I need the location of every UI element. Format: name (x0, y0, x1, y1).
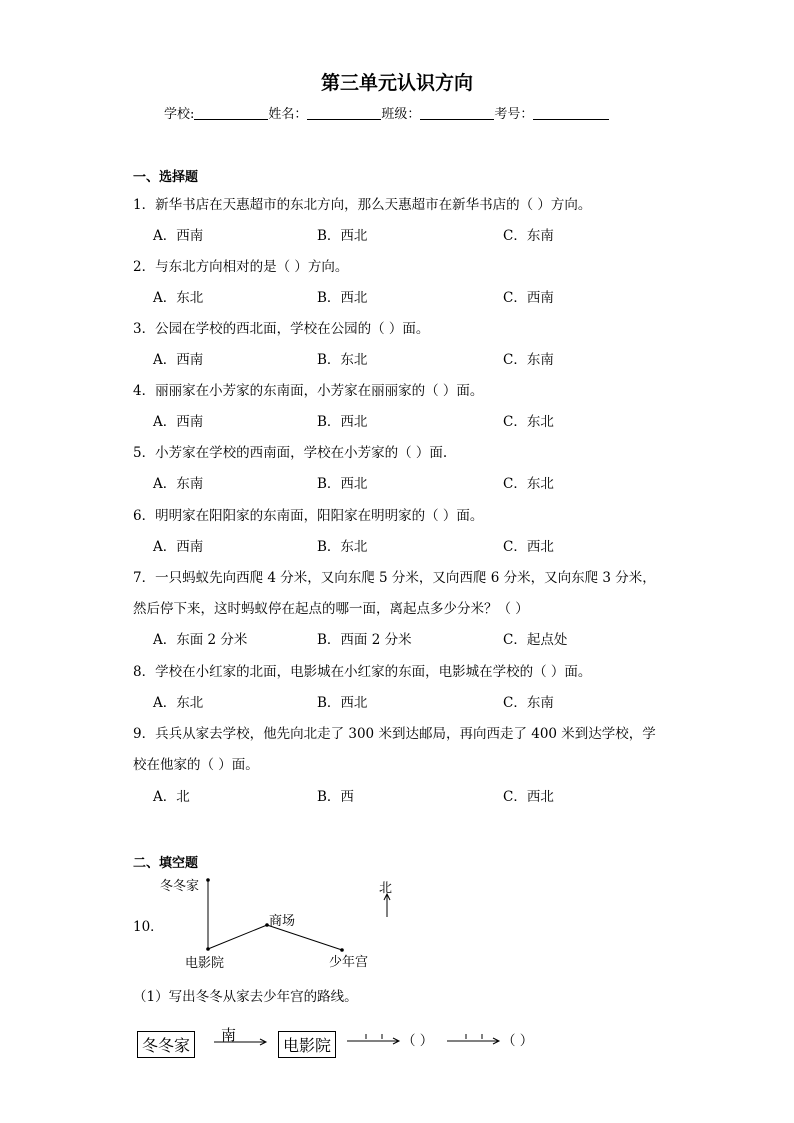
q7-option-c[interactable]: C．起点处 (503, 632, 568, 648)
q2-option-c[interactable]: C．西南 (503, 290, 554, 306)
q4-option-c[interactable]: C．东北 (503, 414, 554, 430)
label-youth-palace: 少年宫 (329, 955, 369, 970)
section-choice-title: 一、选择题 (133, 170, 199, 185)
question-10-number: 10． (133, 919, 164, 935)
label-dongdong-home: 冬冬家 (160, 879, 200, 894)
route-direction-label: 南 (221, 1026, 237, 1044)
route-start-box: 冬冬家 (137, 1031, 195, 1058)
q1-option-b[interactable]: B．西北 (317, 228, 368, 244)
label-mall: 商场 (269, 914, 296, 929)
question-3: 3．公园在学校的西北面，学校在公园的（ ）面。 (133, 321, 430, 337)
school-label: 学校: (164, 107, 195, 122)
exam-no-blank[interactable] (533, 119, 609, 120)
page-title: 第三单元认识方向 (320, 72, 473, 94)
point-cinema (206, 947, 210, 951)
route-arrow-2[interactable] (346, 1030, 402, 1046)
student-info-line (164, 103, 609, 122)
class-label: 班级： (381, 107, 421, 122)
label-cinema: 电影院 (185, 956, 225, 971)
q8-option-c[interactable]: C．东南 (503, 695, 554, 711)
q3-option-c[interactable]: C．东南 (503, 352, 554, 368)
question-10-sub1: （1）写出冬冬从家去少年宫的路线。 (133, 989, 358, 1005)
q3-option-a[interactable]: A．西南 (153, 352, 204, 368)
q3-option-b[interactable]: B．东北 (317, 352, 368, 368)
route-blank-1[interactable]: （ ） (402, 1033, 434, 1049)
route-arrow-3[interactable] (446, 1030, 502, 1046)
school-blank[interactable] (194, 119, 268, 120)
q4-option-a[interactable]: A．西南 (153, 414, 204, 430)
q7-option-b[interactable]: B．西面 2 分米 (317, 632, 412, 648)
q5-option-b[interactable]: B．西北 (317, 476, 368, 492)
q5-option-c[interactable]: C．东北 (503, 476, 554, 492)
class-blank[interactable] (420, 119, 494, 120)
q2-option-b[interactable]: B．西北 (317, 290, 368, 306)
question-9-cont: 校在他家的（ ）面。 (133, 757, 259, 773)
question-4: 4．丽丽家在小芳家的东南面，小芳家在丽丽家的（ ）面。 (133, 383, 484, 399)
question-9: 9．兵兵从家去学校，他先向北走了 300 米到达邮局，再向西走了 400 米到达学校，学 (133, 726, 656, 742)
q6-option-c[interactable]: C．西北 (503, 539, 554, 555)
route-arrow-1 (213, 1036, 269, 1048)
question-1: 1．新华书店在天惠超市的东北方向，那么天惠超市在新华书店的（ ）方向。 (133, 197, 592, 213)
point-dongdong-home (206, 878, 210, 882)
route-blank-2[interactable]: （ ） (502, 1033, 534, 1049)
route-mid-box: 电影院 (278, 1031, 336, 1058)
question-8: 8．学校在小红家的北面，电影城在小红家的东面，电影城在学校的（ ）面。 (133, 664, 592, 680)
q6-option-b[interactable]: B．东北 (317, 539, 368, 555)
q6-option-a[interactable]: A．西南 (153, 539, 204, 555)
question-2: 2．与东北方向相对的是（ ）方向。 (133, 259, 349, 275)
q2-option-a[interactable]: A．东北 (153, 290, 204, 306)
q8-option-a[interactable]: A．东北 (153, 695, 204, 711)
question-7-cont: 然后停下来，这时蚂蚁停在起点的哪一面，离起点多少分米？（ ） (133, 601, 529, 617)
q5-option-a[interactable]: A．东南 (153, 476, 204, 492)
q8-option-b[interactable]: B．西北 (317, 695, 368, 711)
exam-no-label: 考号： (494, 107, 534, 122)
section-fill-title: 二、填空题 (133, 856, 199, 871)
q9-option-c[interactable]: C．西北 (503, 789, 554, 805)
q1-option-c[interactable]: C．东南 (503, 228, 554, 244)
q7-option-a[interactable]: A．东面 2 分米 (153, 632, 248, 648)
q1-option-a[interactable]: A．西南 (153, 228, 204, 244)
label-north: 北 (379, 881, 393, 896)
name-blank[interactable] (307, 119, 381, 120)
q4-option-b[interactable]: B．西北 (317, 414, 368, 430)
question-7: 7．一只蚂蚁先向西爬 4 分米，又向东爬 5 分米，又向西爬 6 分米，又向东爬 3 分米， (133, 570, 656, 586)
question-5: 5．小芳家在学校的西南面，学校在小芳家的（ ）面. (133, 445, 448, 461)
name-label: 姓名： (268, 107, 308, 122)
q9-option-a[interactable]: A．北 (153, 789, 190, 805)
q9-option-b[interactable]: B．西 (317, 789, 354, 805)
path-cinema-to-mall (208, 925, 267, 949)
question-6: 6．明明家在阳阳家的东南面，阳阳家在明明家的（ ）面。 (133, 508, 484, 524)
